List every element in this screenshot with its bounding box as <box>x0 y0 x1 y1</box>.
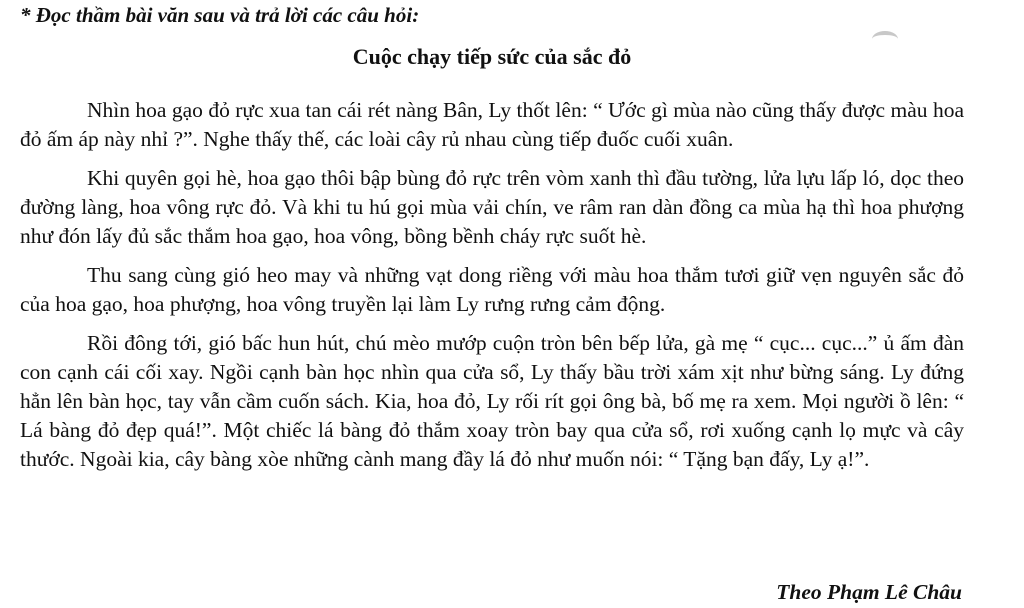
story-body <box>20 96 964 484</box>
paragraph-4: Rồi đông tới, gió bấc hun hút, chú mèo mướp cuộn tròn bên bếp lửa, gà mẹ “ cục... cục...” ủ ấm đàn con cạnh cái cối xay. Ngồi cạnh bàn học nhìn qua cửa sổ, Ly thấy bầu trời xám xịt như bừng sáng. Ly đứng hẳn lên bàn học, tay vẫn cầm cuốn sách. Kia, hoa đỏ, Ly rối rít gọi ông bà, bố mẹ ra xem. Mọi người ồ lên: “ Lá bàng đỏ đẹp quá!”. Một chiếc lá bàng đỏ thắm xoay tròn bay qua cửa sổ, rơi xuống cạnh lọ mực và cây thước. Ngoài kia, cây bàng xòe những cành mang đầy lá đỏ như muốn nói: “ Tặng bạn đấy, Ly ạ!”. <box>20 331 964 471</box>
paragraph-3: Thu sang cùng gió heo may và những vạt dong riềng với màu hoa thắm tươi giữ vẹn nguyên sắc đỏ của hoa gạo, hoa phượng, hoa vông truyền lại làm Ly rưng rưng cảm động. <box>20 263 964 316</box>
story-title: Cuộc chạy tiếp sức của sắc đỏ <box>352 44 632 69</box>
author-attribution: Theo Phạm Lê Châu <box>776 580 962 604</box>
reading-instruction: * Đọc thầm bài văn sau và trả lời các câu hỏi: <box>20 3 420 27</box>
paragraph-2: Khi quyên gọi hè, hoa gạo thôi bập bùng đỏ rực trên vòm xanh thì đầu tường, lửa lựu lấp ló, dọc theo đường làng, hoa vông rực đỏ. Và khi tu hú gọi mùa vải chín, ve râm ran dàn đồng ca mùa hạ thì hoa phượng như đón lấy đủ sắc thắm hoa gạo, hoa vông, bồng bềnh cháy rực suốt hè. <box>20 166 964 248</box>
paragraph-1: Nhìn hoa gạo đỏ rực xua tan cái rét nàng Bân, Ly thốt lên: “ Ước gì mùa nào cũng thấy được màu hoa đỏ ấm áp này nhỉ ?”. Nghe thấy thế, các loài cây rủ nhau cùng tiếp đuốc cuối xuân. <box>20 98 964 151</box>
